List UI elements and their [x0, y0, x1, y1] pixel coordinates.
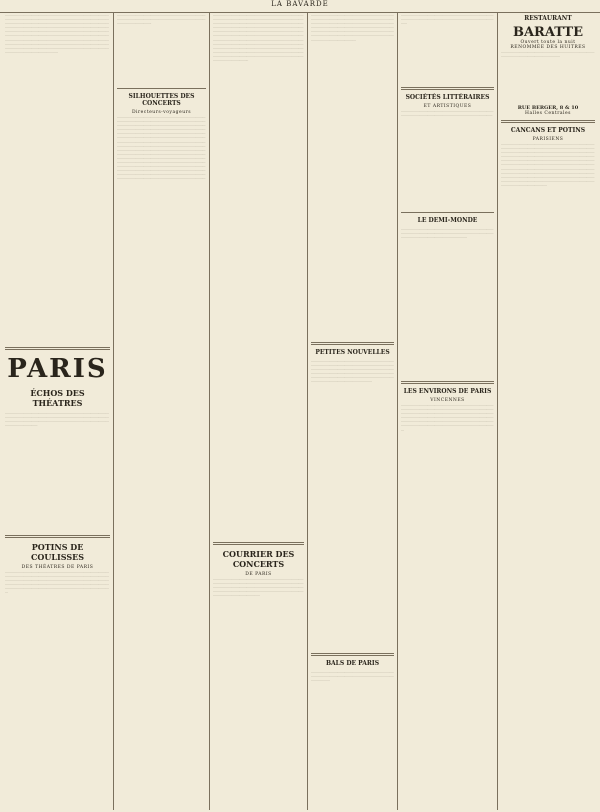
masthead-title: LA BAVARDE — [271, 0, 329, 8]
petites-heading: PETITES NOUVELLES — [315, 349, 390, 356]
masthead — [0, 0, 600, 13]
silhouettes-heading: SILHOUETTES DES CONCERTS — [128, 93, 195, 107]
paris-heading: PARIS — [7, 354, 108, 384]
environs-subheading: VINCENNES — [430, 398, 465, 403]
article-text: ··························································································································································· — [501, 50, 595, 59]
article-text: ································································································································································································································································································································································································································································································································································································································································································································································································································································································································································································································································································································································································································································································································································································································································································ — [117, 115, 206, 181]
column-5 — [398, 13, 498, 810]
cancans-heading: CANCANS ET POTINS — [510, 127, 586, 134]
address-block — [501, 105, 595, 116]
article-text: ······································································································································································································································································································································································································································································································································································ — [311, 13, 394, 42]
silhouettes-subheading: Directeurs-voyageurs — [131, 110, 192, 115]
societes-subheading: ET ARTISTIQUES — [423, 104, 472, 109]
article-text: ······························································································································································································································································································································································· — [5, 411, 110, 428]
column-4 — [308, 13, 398, 810]
address-line-2: Halles Centrales — [525, 111, 571, 116]
environs-heading: LES ENVIRONS DE PARIS — [403, 388, 492, 395]
societes-heading: SOCIÉTÉS LITTÉRAIRES — [405, 94, 490, 101]
restaurant-subheading-2: RENOMMÉE DES HUITRES — [510, 45, 586, 50]
columns — [2, 13, 598, 810]
restaurant-name: BARATTE — [512, 25, 584, 40]
article-text: ··························································································································································································· — [311, 670, 394, 683]
article-text: ·································································································································································································· — [401, 13, 494, 26]
article-text: ·································································································································································································································································································································································································································································································· — [311, 359, 394, 384]
article-text: ····································································································································································································································································································································································································································································································································································································································································································································································································································································································································································································································· — [501, 142, 595, 187]
article-text: ······················································································································································································································· — [117, 13, 206, 26]
column-6 — [498, 13, 598, 810]
column-1 — [2, 13, 114, 810]
courrier-subheading: DE PARIS — [245, 572, 272, 577]
restaurant-subheading: Ouvert toute la nuit — [520, 40, 576, 45]
cancans-subheading: PARISIENS — [532, 137, 564, 142]
article-text: ······························································································································································································································································· — [401, 227, 494, 240]
bals-heading: BALS DE PARIS — [325, 660, 380, 667]
potins-subheading: DES THÉATRES DE PARIS — [21, 565, 94, 570]
column-3 — [210, 13, 308, 810]
column-2 — [114, 13, 210, 810]
restaurant-heading: RESTAURANT — [524, 15, 572, 22]
article-text: ························································································································································································································································································································································································································································································································································································································································································································································································································································································································································································································································································ — [213, 13, 304, 63]
restaurant-advert — [501, 15, 595, 50]
article-text: ································································································································································································································································································································································································································ — [213, 577, 304, 598]
potins-heading: POTINS DE COULISSES — [31, 542, 84, 562]
article-text: ····················································································································································································································································································································································································································································································································································· — [5, 570, 110, 595]
echos-heading: ÉCHOS DES THÉATRES — [30, 388, 85, 408]
demimonde-heading: LE DEMI-MONDE — [417, 217, 478, 224]
article-text: ······················································································································································································································································································································································································································································································································································································· — [401, 403, 494, 432]
article-text: ··························································································································································································· — [401, 109, 494, 118]
address-line: RUE BERGER, 8 & 10 — [517, 105, 579, 111]
courrier-heading: COURRIER DES CONCERTS — [222, 549, 295, 569]
article-text: ················································································································································································································································································································································································································································································································································································································································································································································································································································································································································································································································ — [5, 13, 110, 54]
